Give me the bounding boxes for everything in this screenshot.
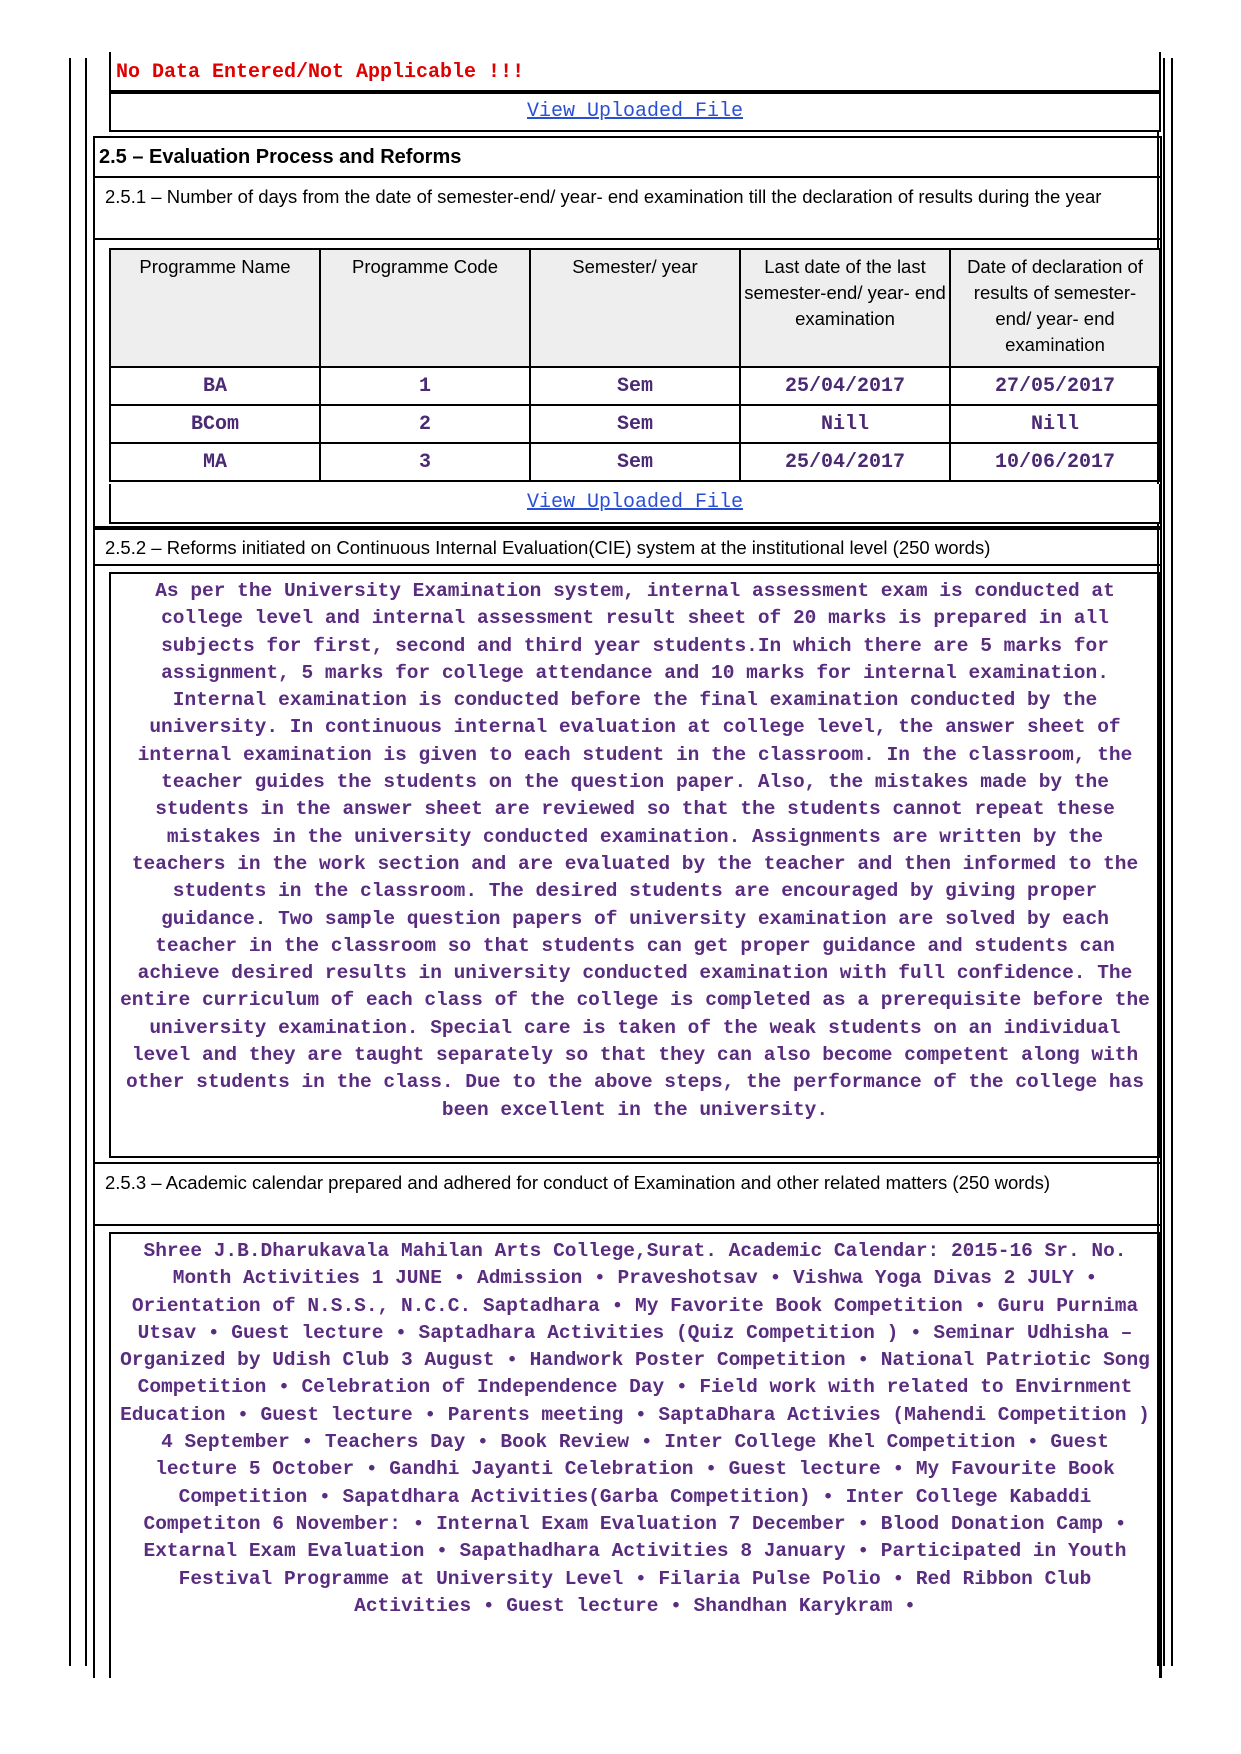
s253-text: Shree J.B.Dharukavala Mahilan Arts College,Surat. Academic Calendar: 2015-16 Sr. No. Month Activities 1 JUNE • Admission • Praveshotsav • Vishwa Yoga Divas 2 JULY • Orientation of N.S.S., N.C.C. Saptadhara • My Favorite Book Competition • Guru Purnima Utsav • Guest lecture • Saptadhara Activities (Quiz Competition ) • Seminar Udhisha – Organized by Udish Club 3 August • Handwork Poster Competition • National Patriotic Song Competition • Celebration of Independence Day • Field work with related to Envirnment Education • Guest lecture • Parents meeting • SaptaDhara Activies (Mahendi Competition ) 4 September • Teachers Day • Book Review • Inter College Khel Competition • Guest lecture 5 October • Gandhi Jayanti Celebration • Guest lecture • My Favourite Book Competition • Sapatdhara Activities(Garba Competition) • Inter College Kabaddi Competiton 6 November: • Internal Exam Evaluation 7 December • Blood Donation Camp • Extarnal Exam Evaluation • Sapathadhara Activities 8 January • Participated in Youth Festival Programme at University Level • Filaria Pulse Polio • Red Ribbon Club Activities • Guest lecture • Shandhan Karykram •: [109, 1232, 1161, 1678]
cell-semester: Sem: [530, 367, 740, 405]
col-last-exam-date: Last date of the last semester-end/ year- end examination: [740, 249, 950, 367]
cell-semester: Sem: [530, 405, 740, 443]
s252-text: As per the University Examination system, internal assessment exam is conducted at college level and internal assessment result sheet of 20 marks is prepared in all subjects for first, second and third year students.In which there are 5 marks for assignment, 5 marks for college attendance and 10 marks for internal examination. Internal examination is conducted before the final examination conducted by the university. In continuous internal evaluation at college level, the answer sheet of internal examination is given to each student in the classroom. In the classroom, the teacher guides the students on the question paper. Also, the mistakes made by the students in the answer sheet are reviewed so that the students cannot repeat these mistakes in the university conducted examination. Assignments are written by the teachers in the work section and are evaluated by the teacher and then informed to the students in the classroom. The desired students are encouraged by giving proper guidance. Two sample question papers of university examination are solved by each teacher in the classroom so that students can get proper guidance and students can achieve desired results in university conducted examination with full confidence. The entire curriculum of each class of the college is completed as a prerequisite before the university examination. Special care is taken of the weak students on an individual level and they are taught separately so that they can also become competent along with other students in the class. Due to the above steps, the performance of the college has been excellent in the university.: [109, 572, 1161, 1158]
cell-declaration-date: Nill: [950, 405, 1160, 443]
view-uploaded-file-link[interactable]: View Uploaded File: [526, 100, 744, 123]
no-data-message: No Data Entered/Not Applicable !!!: [116, 61, 525, 84]
col-programme-code: Programme Code: [320, 249, 530, 367]
s251-title: 2.5.1 – Number of days from the date of semester-end/ year- end examination till the declaration of results during the year: [105, 186, 1102, 207]
cell-semester: Sem: [530, 443, 740, 481]
cell-declaration-date: 27/05/2017: [950, 367, 1160, 405]
cell-declaration-date: 10/06/2017: [950, 443, 1160, 481]
cell-last-exam-date: Nill: [740, 405, 950, 443]
col-programme-name: Programme Name: [110, 249, 320, 367]
cell-programme-code: 1: [320, 367, 530, 405]
results-table: [109, 248, 1161, 482]
cell-programme-name: BA: [110, 367, 320, 405]
frame-left-outer: [69, 58, 71, 1666]
table-header-row: [110, 249, 1160, 367]
cell-last-exam-date: 25/04/2017: [740, 443, 950, 481]
cell-programme-code: 3: [320, 443, 530, 481]
col-semester-year: Semester/ year: [530, 249, 740, 367]
table-row: [110, 405, 1160, 443]
table-row: [110, 367, 1160, 405]
cell-programme-code: 2: [320, 405, 530, 443]
frame-right-mid: [1163, 58, 1165, 1666]
cell-last-exam-date: 25/04/2017: [740, 367, 950, 405]
table-view-uploaded-file-link[interactable]: View Uploaded File: [526, 491, 744, 514]
s252-title: 2.5.2 – Reforms initiated on Continuous Internal Evaluation(CIE) system at the institutional level (250 words): [105, 537, 991, 558]
table-row: [110, 443, 1160, 481]
cell-programme-name: BCom: [110, 405, 320, 443]
frame-right-outer: [1171, 58, 1173, 1666]
section-title: 2.5 – Evaluation Process and Reforms: [99, 146, 462, 168]
s253-title: 2.5.3 – Academic calendar prepared and adhered for conduct of Examination and other related matters (250 words): [105, 1172, 1051, 1193]
cell-programme-name: MA: [110, 443, 320, 481]
frame-left-inner: [85, 58, 87, 1666]
col-declaration-date: Date of declaration of results of semester- end/ year- end examination: [950, 249, 1160, 367]
